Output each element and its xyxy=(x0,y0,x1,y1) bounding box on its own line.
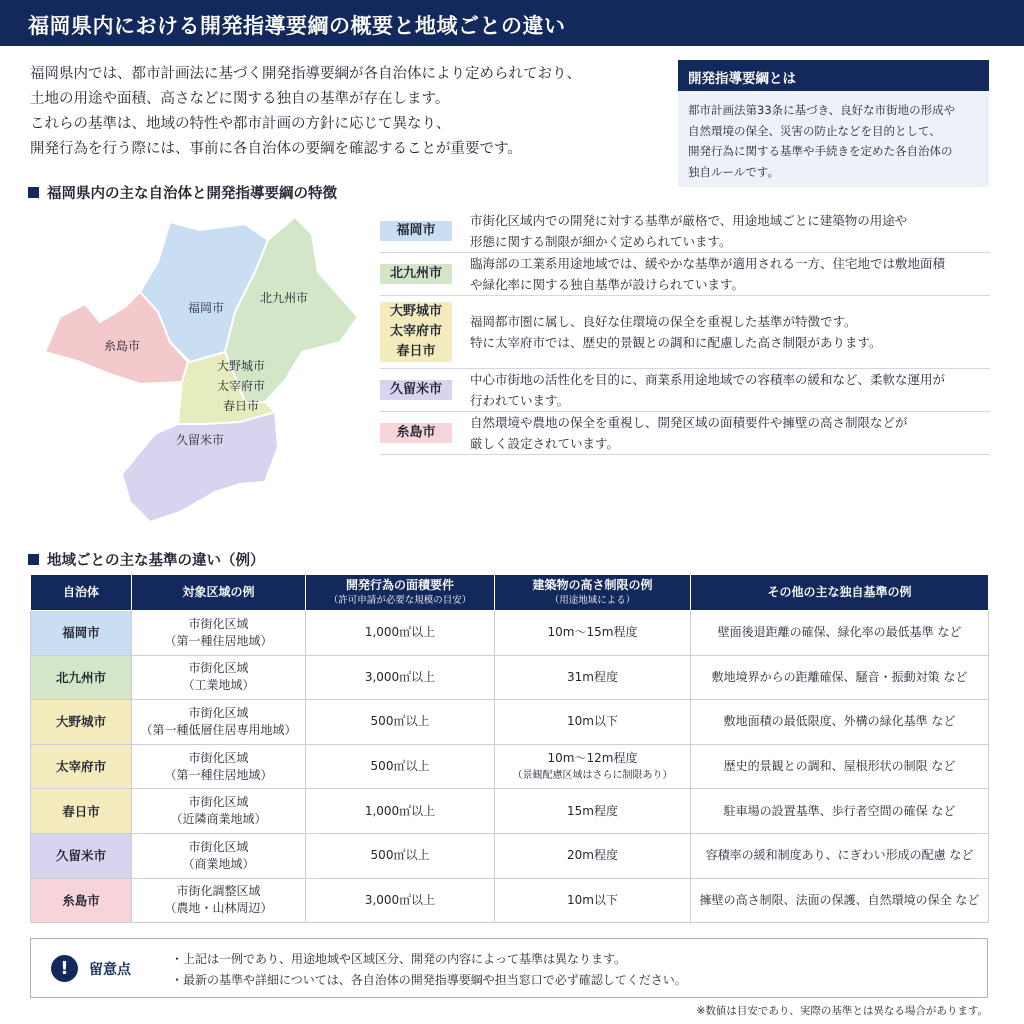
footnote: ※数値は目安であり、実際の基準とは異なる場合があります。 xyxy=(696,1005,988,1017)
feature-line: 福岡都市圏に属し、良好な住環境の保全を重視した基準が特徴です。 xyxy=(470,314,857,329)
area-requirement-value: 1,000㎡以上 xyxy=(364,625,436,640)
feature-description xyxy=(470,253,945,295)
column-header-label: 対象区域の例 xyxy=(182,585,255,599)
cell-height-limit xyxy=(495,878,691,923)
cell-target-area xyxy=(132,611,306,656)
cell-other-criteria xyxy=(691,878,989,923)
feature-row-itoshima xyxy=(380,412,990,455)
municipality-name: 太宰府市 xyxy=(55,759,106,775)
height-limit-value: 10m〜12m程度 xyxy=(547,750,638,765)
target-area-type: 市街化区域 xyxy=(188,616,249,631)
table-row xyxy=(31,744,989,789)
height-limit-value: 10m以下 xyxy=(567,892,618,907)
other-criteria-text: 駐車場の設置基準、歩行者空間の確保 など xyxy=(723,803,956,818)
definition-body xyxy=(678,91,989,191)
cell-municipality xyxy=(31,744,132,789)
map-region-kurume xyxy=(122,412,278,522)
definition-line: 都市計画法第33条に基づき、良好な市街地の形成や xyxy=(688,103,956,117)
area-requirement-value: 3,000㎡以上 xyxy=(364,892,436,907)
feature-row-kurume xyxy=(380,369,990,412)
cell-area-requirement xyxy=(306,700,495,745)
municipality-name: 北九州市 xyxy=(55,669,106,685)
cell-other-criteria xyxy=(691,700,989,745)
feature-line: 自然環境や農地の保全を重視し、開発区域の面積要件や擁壁の高さ制限などが xyxy=(470,415,908,430)
cell-area-requirement xyxy=(306,611,495,656)
height-limit-value: 10m以下 xyxy=(567,714,618,729)
cell-target-area xyxy=(132,789,306,834)
target-area-type: 市街化調整区域 xyxy=(176,884,261,899)
target-area-zone: （農地・山林周辺） xyxy=(164,901,273,916)
height-limit-note: （景観配慮区域はさらに制限あり） xyxy=(512,769,673,781)
notice-title: 留意点 xyxy=(89,962,131,978)
table-row xyxy=(31,833,989,878)
cell-municipality xyxy=(31,655,132,700)
intro-line: 福岡県内では、都市計画法に基づく開発指導要綱が各自治体により定められており、 xyxy=(30,66,581,82)
target-area-zone: （第一種住居地域） xyxy=(164,633,273,648)
cell-height-limit xyxy=(495,789,691,834)
feature-line: 厳しく設定されています。 xyxy=(470,436,620,451)
feature-city-name: 北九州市 xyxy=(389,266,442,281)
feature-city-tag xyxy=(380,302,452,362)
height-limit-value: 20m程度 xyxy=(567,848,618,863)
table-body xyxy=(31,611,989,923)
target-area-type: 市街化区域 xyxy=(188,750,249,765)
column-header-label: 建築物の高さ制限の例 xyxy=(532,577,653,592)
square-bullet-icon xyxy=(28,554,39,565)
cell-target-area xyxy=(132,655,306,700)
other-criteria-text: 敷地面積の最低限度、外構の緑化基準 など xyxy=(723,714,956,729)
feature-line: 臨海部の工業系用途地域では、緩やかな基準が適用される一方、住宅地では敷地面積 xyxy=(470,256,946,271)
cell-height-limit xyxy=(495,655,691,700)
column-header xyxy=(306,575,495,611)
intro-text xyxy=(30,62,650,162)
feature-city-tag xyxy=(380,380,452,400)
feature-row-chikushi xyxy=(380,296,990,369)
target-area-zone: （商業地域） xyxy=(182,856,255,871)
other-criteria-text: 容積率の緩和制度あり、にぎわい形成の配慮 など xyxy=(705,848,974,863)
page-title: 福岡県内における開発指導要綱の概要と地域ごとの違い xyxy=(28,14,566,38)
column-header-label: その他の主な独自基準の例 xyxy=(767,585,912,599)
column-header-label: 自治体 xyxy=(62,585,99,599)
target-area-zone: （第一種住居地域） xyxy=(164,767,273,782)
definition-line: 開発行為に関する基準や手続きを定めた各自治体の xyxy=(688,144,953,158)
feature-city-tag xyxy=(380,423,452,443)
feature-row-fukuoka xyxy=(380,210,990,253)
cell-height-limit xyxy=(495,744,691,789)
municipality-name: 春日市 xyxy=(62,803,100,819)
square-bullet-icon xyxy=(28,187,39,198)
municipality-name: 大野城市 xyxy=(55,714,106,730)
section-title: 地域ごとの主な基準の違い（例） xyxy=(47,553,265,569)
feature-description xyxy=(470,311,882,353)
target-area-type: 市街化区域 xyxy=(188,839,249,854)
map-svg xyxy=(40,212,360,524)
feature-description xyxy=(470,412,908,454)
cell-other-criteria xyxy=(691,789,989,834)
definition-line: 自然環境の保全、災害の防止などを目的として、 xyxy=(688,123,941,138)
area-requirement-value: 500㎡以上 xyxy=(370,848,430,863)
area-requirement-value: 3,000㎡以上 xyxy=(364,669,436,684)
notice-item: ・最新の基準や詳細については、各自治体の開発指導要綱や担当窓口で必ず確認してください。 xyxy=(171,973,687,987)
cell-area-requirement xyxy=(306,878,495,923)
table-row xyxy=(31,878,989,923)
target-area-type: 市街化区域 xyxy=(188,795,249,810)
cell-other-criteria xyxy=(691,655,989,700)
column-header-sublabel: （許可申請が必要な規模の目安） xyxy=(328,594,472,606)
column-header xyxy=(132,575,306,611)
feature-city-name: 糸島市 xyxy=(396,425,436,440)
definition-title: 開発指導要綱とは xyxy=(678,60,989,91)
height-limit-value: 15m程度 xyxy=(567,803,618,818)
page-header xyxy=(0,0,1024,46)
cell-target-area xyxy=(132,700,306,745)
map-label-kurume: 久留米市 xyxy=(176,433,225,447)
map-label-onojo: 大野城市 xyxy=(217,359,266,373)
other-criteria-text: 擁壁の高さ制限、法面の保護、自然環境の保全 など xyxy=(699,892,980,907)
comparison-table xyxy=(30,574,989,923)
section-heading-municipalities xyxy=(28,182,337,203)
table-row xyxy=(31,655,989,700)
target-area-type: 市街化区域 xyxy=(188,705,249,720)
intro-line: これらの基準は、地域の特性や都市計画の方針に応じて異なり、 xyxy=(30,116,451,132)
cell-target-area xyxy=(132,833,306,878)
feature-line: 中心市街地の活性化を目的に、商業系用途地域での容積率の緩和など、柔軟な運用が xyxy=(470,372,946,387)
cell-municipality xyxy=(31,611,132,656)
target-area-zone: （第一種低層住居専用地域） xyxy=(140,722,297,737)
notice-item: ・上記は一例であり、用途地域や区域区分、開発の内容によって基準は異なります。 xyxy=(171,952,627,966)
municipality-name: 福岡市 xyxy=(62,625,100,641)
column-header xyxy=(31,575,132,611)
cell-municipality xyxy=(31,700,132,745)
column-header xyxy=(691,575,989,611)
area-requirement-value: 500㎡以上 xyxy=(370,759,430,774)
table-header-row xyxy=(31,575,989,611)
definition-line: 独自ルールです。 xyxy=(688,164,779,179)
notice-items xyxy=(171,949,687,991)
other-criteria-text: 壁面後退距離の確保、緑化率の最低基準 など xyxy=(717,625,962,640)
feature-description xyxy=(470,369,945,411)
target-area-zone: （近隣商業地域） xyxy=(170,812,267,827)
feature-description xyxy=(470,210,907,252)
feature-line: 形態に関する制限が細かく定められています。 xyxy=(470,234,732,249)
feature-city-name: 久留米市 xyxy=(389,382,442,397)
cell-area-requirement xyxy=(306,655,495,700)
feature-line: 特に太宰府市では、歴史的景観との調和に配慮した高さ制限があります。 xyxy=(470,335,882,350)
table-row xyxy=(31,611,989,656)
feature-line: や緑化率に関する独自基準が設けられています。 xyxy=(470,277,745,292)
section-title: 福岡県内の主な自治体と開発指導要綱の特徴 xyxy=(47,186,337,202)
cell-target-area xyxy=(132,744,306,789)
other-criteria-text: 敷地境界からの距離確保、騒音・振動対策 など xyxy=(711,669,968,684)
map-label-chikushi xyxy=(217,356,265,416)
cell-other-criteria xyxy=(691,833,989,878)
definition-box xyxy=(678,60,989,187)
cell-other-criteria xyxy=(691,744,989,789)
column-header xyxy=(495,575,691,611)
cell-municipality xyxy=(31,833,132,878)
intro-line: 土地の用途や面積、高さなどに関する独自の基準が存在します。 xyxy=(30,91,450,107)
cell-area-requirement xyxy=(306,744,495,789)
intro-line: 開発行為を行う際には、事前に各自治体の要綱を確認することが重要です。 xyxy=(30,141,522,157)
area-requirement-value: 1,000㎡以上 xyxy=(364,803,436,818)
notice-box xyxy=(30,938,988,998)
feature-city-tag xyxy=(380,264,452,284)
map-label-itoshima: 糸島市 xyxy=(104,339,141,353)
table-row xyxy=(31,700,989,745)
features-list xyxy=(380,210,990,455)
cell-area-requirement xyxy=(306,789,495,834)
feature-city-name: 太宰府市 xyxy=(389,324,442,339)
region-map xyxy=(40,212,360,524)
cell-area-requirement xyxy=(306,833,495,878)
cell-target-area xyxy=(132,878,306,923)
feature-city-tag xyxy=(380,221,452,241)
other-criteria-text: 歴史的景観との調和、屋根形状の制限 など xyxy=(723,759,956,774)
feature-row-kitakyushu xyxy=(380,253,990,296)
map-label-fukuoka: 福岡市 xyxy=(188,301,225,315)
table-row xyxy=(31,789,989,834)
feature-city-name: 春日市 xyxy=(396,344,436,359)
cell-height-limit xyxy=(495,700,691,745)
municipality-name: 久留米市 xyxy=(55,848,106,864)
target-area-zone: （工業地域） xyxy=(182,678,255,693)
height-limit-value: 10m〜15m程度 xyxy=(547,625,638,640)
map-label-dazaifu: 太宰府市 xyxy=(217,379,266,393)
map-label-kitakyushu: 北九州市 xyxy=(260,291,309,305)
cell-height-limit xyxy=(495,833,691,878)
feature-city-name: 福岡市 xyxy=(396,223,436,238)
cell-height-limit xyxy=(495,611,691,656)
column-header-label: 開発行為の面積要件 xyxy=(345,577,454,592)
area-requirement-value: 500㎡以上 xyxy=(370,714,430,729)
cell-municipality xyxy=(31,789,132,834)
target-area-type: 市街化区域 xyxy=(188,661,249,676)
column-header-sublabel: （用途地域による） xyxy=(549,594,636,606)
feature-line: 市街化区域内での開発に対する基準が厳格で、用途地域ごとに建築物の用途や xyxy=(470,213,908,228)
feature-line: 行われています。 xyxy=(470,393,570,408)
feature-city-name: 大野城市 xyxy=(389,304,442,319)
height-limit-value: 31m程度 xyxy=(567,669,618,684)
section-heading-comparison xyxy=(28,549,265,570)
cell-other-criteria xyxy=(691,611,989,656)
exclamation-icon: ! xyxy=(51,955,78,982)
map-label-kasuga: 春日市 xyxy=(223,399,260,413)
municipality-name: 糸島市 xyxy=(62,892,100,908)
cell-municipality xyxy=(31,878,132,923)
